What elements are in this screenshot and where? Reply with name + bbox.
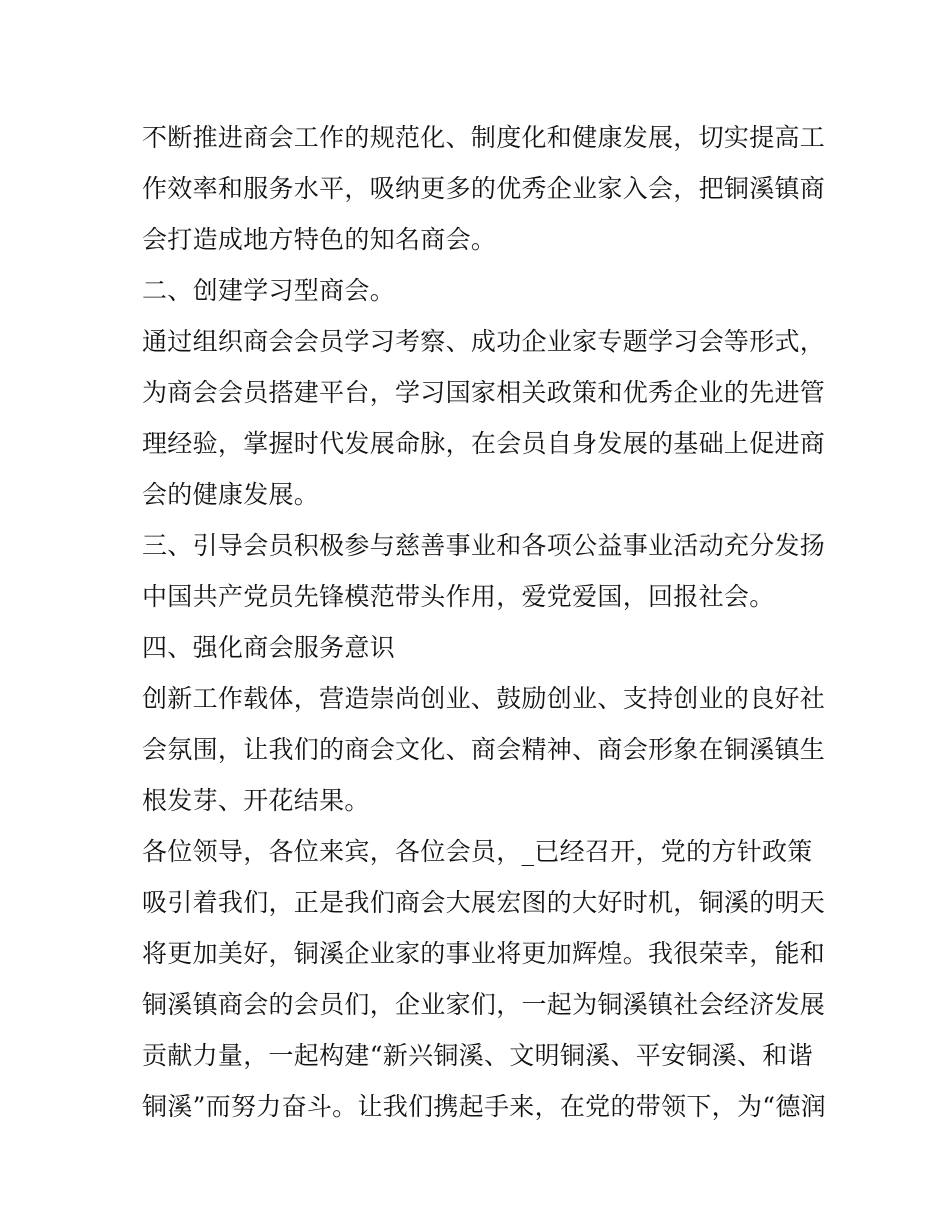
text-line: 通过组织商会会员学习考察、成功企业家专题学习会等形式， xyxy=(142,327,826,356)
text-line: 根发芽、开花结果。 xyxy=(142,786,370,815)
text-line: 创新工作载体，营造崇尚创业、鼓励创业、支持创业的良好社 xyxy=(142,684,826,713)
text-line: 理经验，掌握时代发展命脉，在会员自身发展的基础上促进商 xyxy=(142,429,826,458)
text-line: 将更加美好，铜溪企业家的事业将更加辉煌。我很荣幸，能和 xyxy=(142,939,826,968)
text-line: 铜溪镇商会的会员们，企业家们，一起为铜溪镇社会经济发展 xyxy=(142,990,826,1019)
text-line: 吸引着我们，正是我们商会大展宏图的大好时机，铜溪的明天 xyxy=(142,888,826,917)
text-line: 会的健康发展。 xyxy=(142,480,320,509)
section-heading-4: 四、强化商会服务意识 xyxy=(142,633,396,662)
text-line: 作效率和服务水平，吸纳更多的优秀企业家入会，把铜溪镇商 xyxy=(142,174,826,203)
text-line: 不断推进商会工作的规范化、制度化和健康发展，切实提高工 xyxy=(142,123,826,152)
section-heading-2: 二、创建学习型商会。 xyxy=(142,276,396,305)
text-line: 中国共产党员先锋模范带头作用，爱党爱国，回报社会。 xyxy=(142,582,775,611)
text-line: 为商会会员搭建平台，学习国家相关政策和优秀企业的先进管 xyxy=(142,378,826,407)
body-text xyxy=(142,112,826,1132)
text-line: 铜溪”而努力奋斗。让我们携起手来，在党的带领下，为“德润 xyxy=(142,1092,826,1121)
text-line: 会打造成地方特色的知名商会。 xyxy=(142,225,497,254)
text-line: 会氛围，让我们的商会文化、商会精神、商会形象在铜溪镇生 xyxy=(142,735,826,764)
text-line: 各位领导，各位来宾，各位会员，_已经召开，党的方针政策 xyxy=(142,837,813,866)
section-heading-3: 三、引导会员积极参与慈善事业和各项公益事业活动充分发扬 xyxy=(142,531,826,560)
text-line: 贡献力量，一起构建“新兴铜溪、文明铜溪、平安铜溪、和谐 xyxy=(142,1041,813,1070)
